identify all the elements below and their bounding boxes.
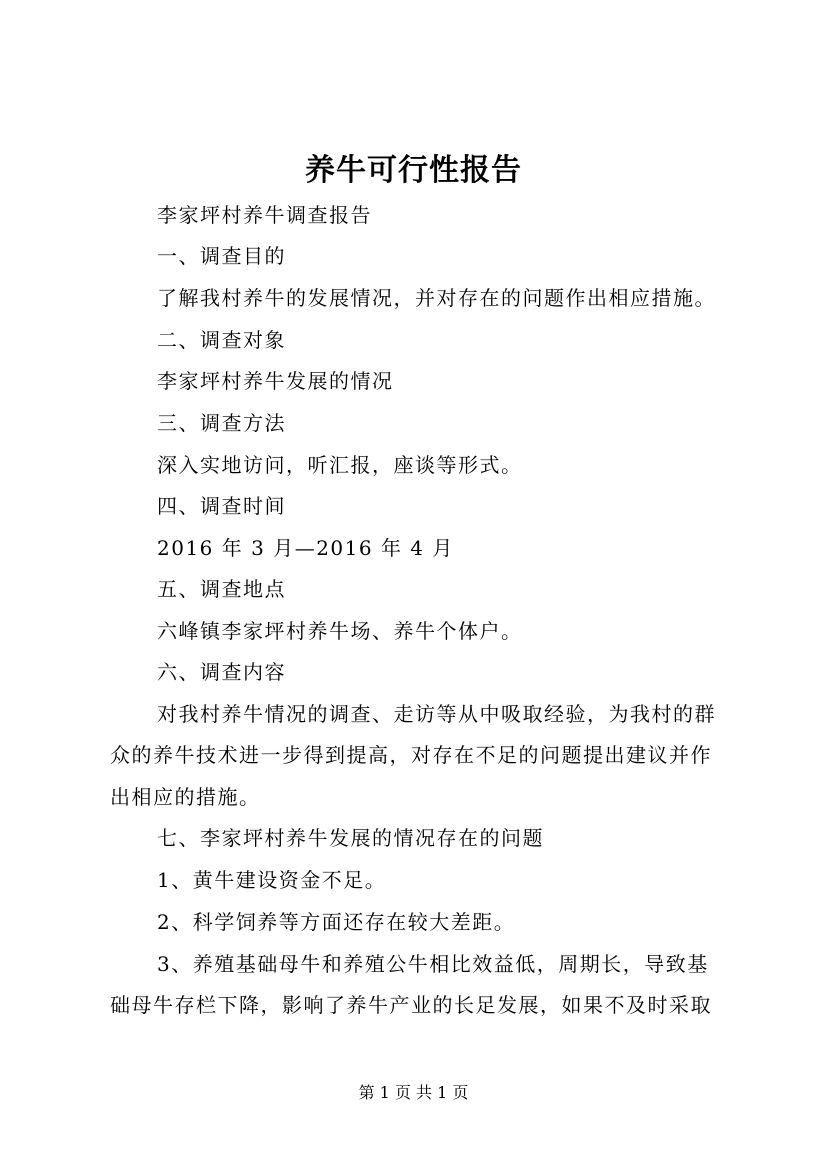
- subtitle: 李家坪村养牛调查报告: [157, 203, 372, 227]
- section-body-6-line-1: 对我村养牛情况的调查、走访等从中吸取经验，为我村的群: [157, 702, 716, 726]
- section-heading-3: 三、调查方法: [157, 411, 286, 435]
- section-heading-2: 二、调查对象: [157, 328, 286, 352]
- problem-item-2: 2、科学饲养等方面还存在较大差距。: [157, 910, 516, 934]
- section-body-6-line-2: 众的养牛技术进一步得到提高，对存在不足的问题提出建议并作: [110, 743, 712, 767]
- section-body-5: 六峰镇李家坪村养牛场、养牛个体户。: [157, 619, 523, 643]
- problem-item-3-line-2: 础母牛存栏下降，影响了养牛产业的长足发展，如果不及时采取: [110, 993, 712, 1017]
- section-heading-6: 六、调查内容: [157, 660, 286, 684]
- section-body-1: 了解我村养牛的发展情况，并对存在的问题作出相应措施。: [157, 286, 716, 310]
- problem-item-3-line-1: 3、养殖基础母牛和养殖公牛相比效益低，周期长，导致基: [157, 952, 709, 976]
- section-heading-4: 四、调查时间: [157, 494, 286, 518]
- section-heading-5: 五、调查地点: [157, 577, 286, 601]
- section-body-3: 深入实地访问，听汇报，座谈等形式。: [157, 453, 523, 477]
- page-footer: 第 1 页 共 1 页: [358, 1083, 469, 1102]
- section-body-2: 李家坪村养牛发展的情况: [157, 369, 394, 393]
- section-heading-7: 七、李家坪村养牛发展的情况存在的问题: [157, 826, 544, 850]
- section-body-4: 2016 年 3 月—2016 年 4 月: [157, 536, 454, 560]
- section-body-6-line-3: 出相应的措施。: [110, 785, 261, 809]
- section-heading-1: 一、调查目的: [157, 244, 286, 268]
- problem-item-1: 1、黄牛建设资金不足。: [157, 868, 387, 892]
- document-title: 养牛可行性报告: [305, 153, 522, 188]
